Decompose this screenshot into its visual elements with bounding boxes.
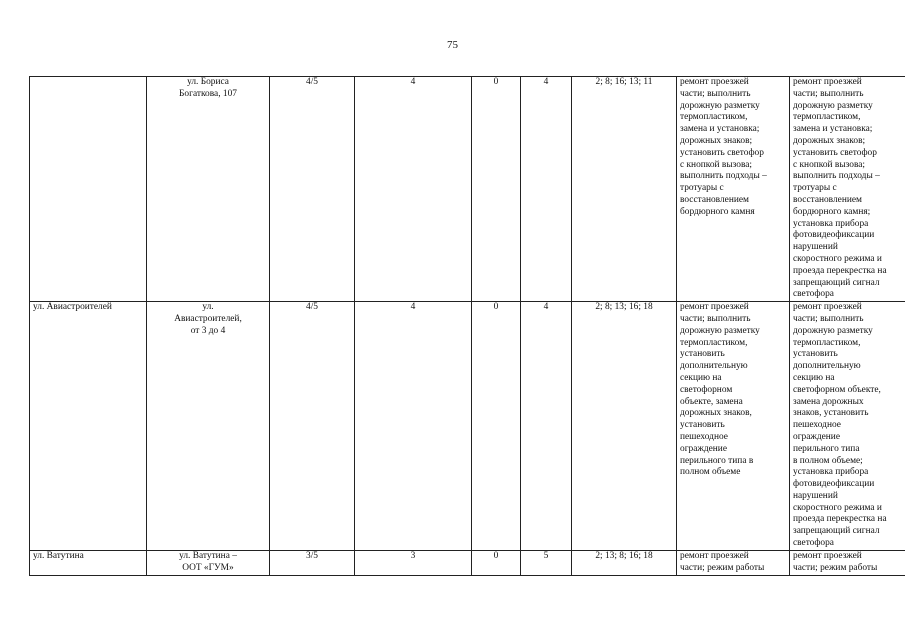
section-cell: ул. Бориса Богаткова, 107 <box>147 77 270 302</box>
routes-cell: 2; 13; 8; 16; 18 <box>572 550 677 575</box>
value-cell: 4 <box>355 77 472 302</box>
street-cell: ул. Ватутина <box>30 550 147 575</box>
table-row <box>30 77 905 302</box>
value-cell: 3 <box>355 550 472 575</box>
measures-table <box>29 76 905 576</box>
page-number: 75 <box>447 39 458 51</box>
value-cell: 5 <box>521 550 572 575</box>
value-cell: 0 <box>472 302 521 551</box>
value-cell: 4 <box>521 302 572 551</box>
value-cell: 4/5 <box>270 302 355 551</box>
routes-cell: 2; 8; 13; 16; 18 <box>572 302 677 551</box>
measures-extended-cell: ремонт проезжей части; выполнить дорожную разметку термопластиком, установить дополнительную секцию на светофорном объекте, замена дорожных знаков, установить пешеходное ограждение перильного типа в полном объеме; установка прибора фотовидеофиксации нарушений скоростного режима и проезда перекрестка на запрещающий сигнал светофора <box>790 302 905 551</box>
street-cell: ул. Авиастроителей <box>30 302 147 551</box>
street-cell <box>30 77 147 302</box>
value-cell: 0 <box>472 550 521 575</box>
table-row <box>30 550 905 575</box>
section-cell: ул. Авиастроителей, от 3 до 4 <box>147 302 270 551</box>
measures-cell: ремонт проезжей части; выполнить дорожную разметку термопластиком, установить дополнительную секцию на светофорном объекте, замена дорожных знаков, установить пешеходное ограждение перильного типа в полном объеме <box>677 302 790 551</box>
value-cell: 0 <box>472 77 521 302</box>
value-cell: 4 <box>521 77 572 302</box>
value-cell: 4 <box>355 302 472 551</box>
measures-cell: ремонт проезжей части; режим работы <box>677 550 790 575</box>
section-cell: ул. Ватутина – ООТ «ГУМ» <box>147 550 270 575</box>
measures-extended-cell: ремонт проезжей части; режим работы <box>790 550 905 575</box>
table-row <box>30 302 905 551</box>
measures-extended-cell: ремонт проезжей части; выполнить дорожную разметку термопластиком, замена и установка; дорожных знаков; установить светофор с кнопкой вызова; выполнить подходы – тротуары с восстановлением бордюрного камня; установка прибора фотовидеофиксации нарушений скоростного режима и проезда перекрестка на запрещающий сигнал светофора <box>790 77 905 302</box>
measures-cell: ремонт проезжей части; выполнить дорожную разметку термопластиком, замена и установка; дорожных знаков; установить светофор с кнопкой вызова; выполнить подходы – тротуары с восстановлением бордюрного камня <box>677 77 790 302</box>
routes-cell: 2; 8; 16; 13; 11 <box>572 77 677 302</box>
value-cell: 4/5 <box>270 77 355 302</box>
value-cell: 3/5 <box>270 550 355 575</box>
